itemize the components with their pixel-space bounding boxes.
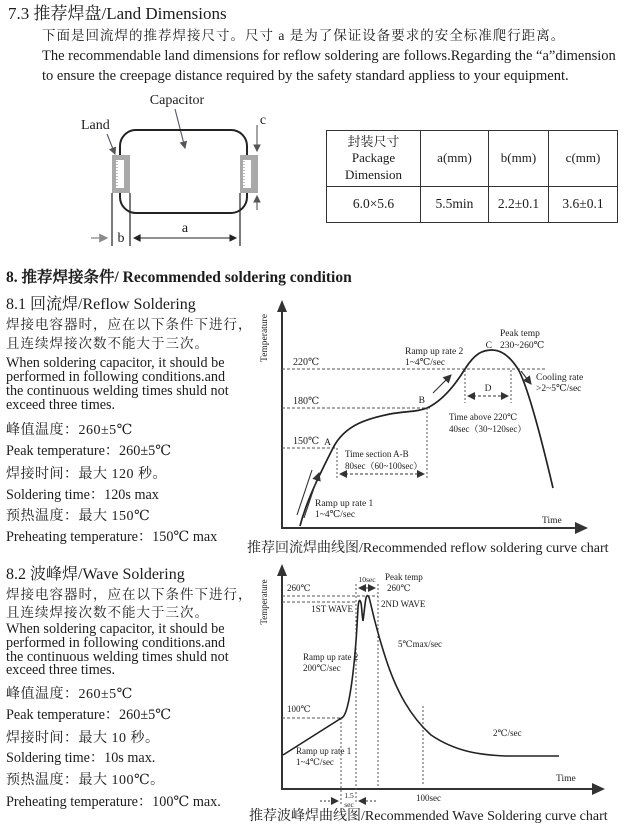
s81-spec-peak-cn: 峰值温度：260±5℃ <box>6 423 133 438</box>
peak-temp-label-1: Peak temp <box>500 329 540 339</box>
sec15-label-1: 1.5 <box>344 791 354 800</box>
ramp2-label-2: 200℃/sec <box>303 663 341 673</box>
cool5-label: 5℃max/sec <box>398 639 443 649</box>
ab-label-2: 80sec（60~100sec） <box>345 461 423 471</box>
cell-b: 2.2±0.1 <box>489 187 549 223</box>
capacitor-label: Capacitor <box>149 93 205 108</box>
s82-en-line-2: performed in following conditions.and <box>6 635 226 651</box>
ramp2-label-1: Ramp up rate 2 <box>405 347 464 357</box>
s81-spec-peak-en: Peak temperature：260±5℃ <box>6 443 172 459</box>
s82-spec-time-cn: 焊接时间：最大 10 秒。 <box>6 731 160 746</box>
reflow-soldering-chart <box>255 296 624 546</box>
header-package-en2: Dimension <box>344 166 403 182</box>
section-8-2-heading: 8.2 波峰焊/Wave Soldering <box>6 566 185 583</box>
point-b-label: B <box>418 396 425 406</box>
above220-label-1: Time above 220℃ <box>449 412 518 422</box>
section-7-3-heading: 7.3 推荐焊盘/Land Dimensions <box>8 4 227 23</box>
section-8-1-heading: 8.1 回流焊/Reflow Soldering <box>6 296 196 313</box>
peak-temp-label-2: 260℃ <box>387 583 411 593</box>
y-axis-label: Temperature <box>259 579 269 625</box>
sec15-label-2: sec <box>344 800 354 809</box>
s81-spec-preheat-en: Preheating temperature：150℃ max <box>6 529 218 545</box>
ramp1-label-1: Ramp up rate 1 <box>296 746 352 756</box>
section-7-3-chinese-line: 下面是回流焊的推荐焊接尺寸。尺寸 a 是为了保证设备要求的安全标准爬行距离。 <box>42 28 566 43</box>
wave1-label: 1ST WAVE <box>311 604 353 614</box>
x-axis-arrowhead <box>592 783 605 795</box>
ramp1-slash <box>297 470 312 515</box>
s81-spec-preheat-cn: 预热温度：最大 150℃ <box>6 509 151 524</box>
cooling-label-2: >2~5℃/sec <box>536 384 582 394</box>
right-land-pad <box>240 155 258 193</box>
table-header-row <box>327 131 618 187</box>
tick-100c: 100℃ <box>287 704 311 714</box>
s81-cn-line-2: 且连续焊接次数不能大于三次。 <box>6 336 209 351</box>
ramp2-label-2: 1~4℃/sec <box>405 358 446 368</box>
tick-150c: 150℃ <box>293 436 320 447</box>
land-pointer-arrow <box>107 134 115 154</box>
y-axis-arrowhead <box>277 564 287 576</box>
s82-en-line-4: exceed three times. <box>6 662 116 678</box>
peak-temp-label-2: 230~260℃ <box>500 341 545 351</box>
wave-soldering-chart <box>256 558 624 810</box>
dim-a-label: a <box>181 221 189 236</box>
cell-c: 3.6±0.1 <box>549 187 618 223</box>
land-label: Land <box>81 118 110 133</box>
cell-package: 6.0×5.6 <box>327 187 421 223</box>
package-dimension-table <box>326 130 618 223</box>
s82-spec-time-en: Soldering time：10s max. <box>6 750 156 766</box>
s82-spec-preheat-en: Preheating temperature：100℃ max. <box>6 794 221 810</box>
s81-spec-time-en: Soldering time：120s max <box>6 487 159 503</box>
ramp1-label-1: Ramp up rate 1 <box>315 499 374 509</box>
y-axis-label: Temperature <box>260 314 270 362</box>
s81-en-line-3: the continuous welding times shuld not <box>6 383 229 399</box>
sec100-label: 100sec <box>416 793 441 803</box>
sec10-label: 10sec <box>358 575 376 584</box>
s82-spec-peak-en: Peak temperature：260±5℃ <box>6 707 172 723</box>
d-label: D <box>484 384 492 394</box>
cooling-label-1: Cooling rate <box>536 373 584 383</box>
s82-spec-preheat-cn: 预热温度：最大 100℃。 <box>6 773 165 788</box>
ab-label-1: Time section A-B <box>345 449 409 459</box>
reflow-chart-caption: 推荐回流焊曲线图/Recommended reflow soldering curve chart <box>247 541 609 556</box>
dim-b-label: b <box>117 231 125 246</box>
s82-en-line-1: When soldering capacitor, it should be <box>6 621 225 637</box>
time-label: Time <box>542 516 562 526</box>
ramp1-label-2: 1~4℃/sec <box>296 757 334 767</box>
cell-a: 5.5min <box>421 187 489 223</box>
above220-label-2: 40sec（30~120sec） <box>449 424 527 434</box>
wave-chart-caption: 推荐波峰焊曲线图/Recommended Wave Soldering curve chart <box>249 809 608 824</box>
tick-260c: 260℃ <box>287 583 311 593</box>
header-package-cn: 封装尺寸 <box>347 134 400 150</box>
s81-en-line-2: performed in following conditions.and <box>6 369 226 385</box>
table-data-row <box>327 187 618 223</box>
section-7-3-english-line-2: to ensure the creepage distance required by the safety standard appliess to your equipment. <box>42 68 569 84</box>
cool2-label: 2℃/sec <box>493 728 522 738</box>
ramp2-label-1: Ramp up rate 2 <box>303 652 359 662</box>
peak-temp-label-1: Peak temp <box>385 572 423 582</box>
point-a-label: A <box>324 438 331 448</box>
s81-cn-line-1: 焊接电容器时，应在以下条件下进行， <box>6 317 253 332</box>
header-package-dimension <box>327 131 421 187</box>
tick-220c: 220℃ <box>293 357 320 368</box>
header-package-en1: Package <box>351 150 396 166</box>
section-7-3-english-line-1: The recommendable land dimensions for reflow soldering are follows.Regarding the “a”dimension <box>42 48 616 64</box>
y-axis-arrowhead <box>277 300 287 312</box>
header-b: b(mm) <box>489 131 549 187</box>
land-dimensions-diagram <box>55 88 295 253</box>
wave2-label: 2ND WAVE <box>381 599 426 609</box>
s81-en-line-1: When soldering capacitor, it should be <box>6 355 225 371</box>
header-a: a(mm) <box>421 131 489 187</box>
s82-cn-line-2: 且连续焊接次数不能大于三次。 <box>6 605 209 620</box>
ramp1-label-2: 1~4℃/sec <box>315 510 356 520</box>
time-label: Time <box>556 774 576 784</box>
capacitor-pointer-arrow <box>175 109 185 148</box>
point-c-label: C <box>485 341 492 351</box>
s82-cn-line-1: 焊接电容器时，应在以下条件下进行， <box>6 587 253 602</box>
section-8-heading: 8. 推荐焊接条件/ Recommended soldering condition <box>6 269 352 286</box>
tick-180c: 180℃ <box>293 396 320 407</box>
dim-c-label: c <box>259 113 267 128</box>
header-c: c(mm) <box>549 131 618 187</box>
s81-spec-time-cn: 焊接时间：最大 120 秒。 <box>6 467 167 482</box>
s82-spec-peak-cn: 峰值温度：260±5℃ <box>6 687 133 702</box>
x-axis-arrowhead <box>575 522 588 534</box>
s82-en-line-3: the continuous welding times shuld not <box>6 649 229 665</box>
s81-en-line-4: exceed three times. <box>6 397 116 413</box>
left-land-pad <box>112 155 130 193</box>
